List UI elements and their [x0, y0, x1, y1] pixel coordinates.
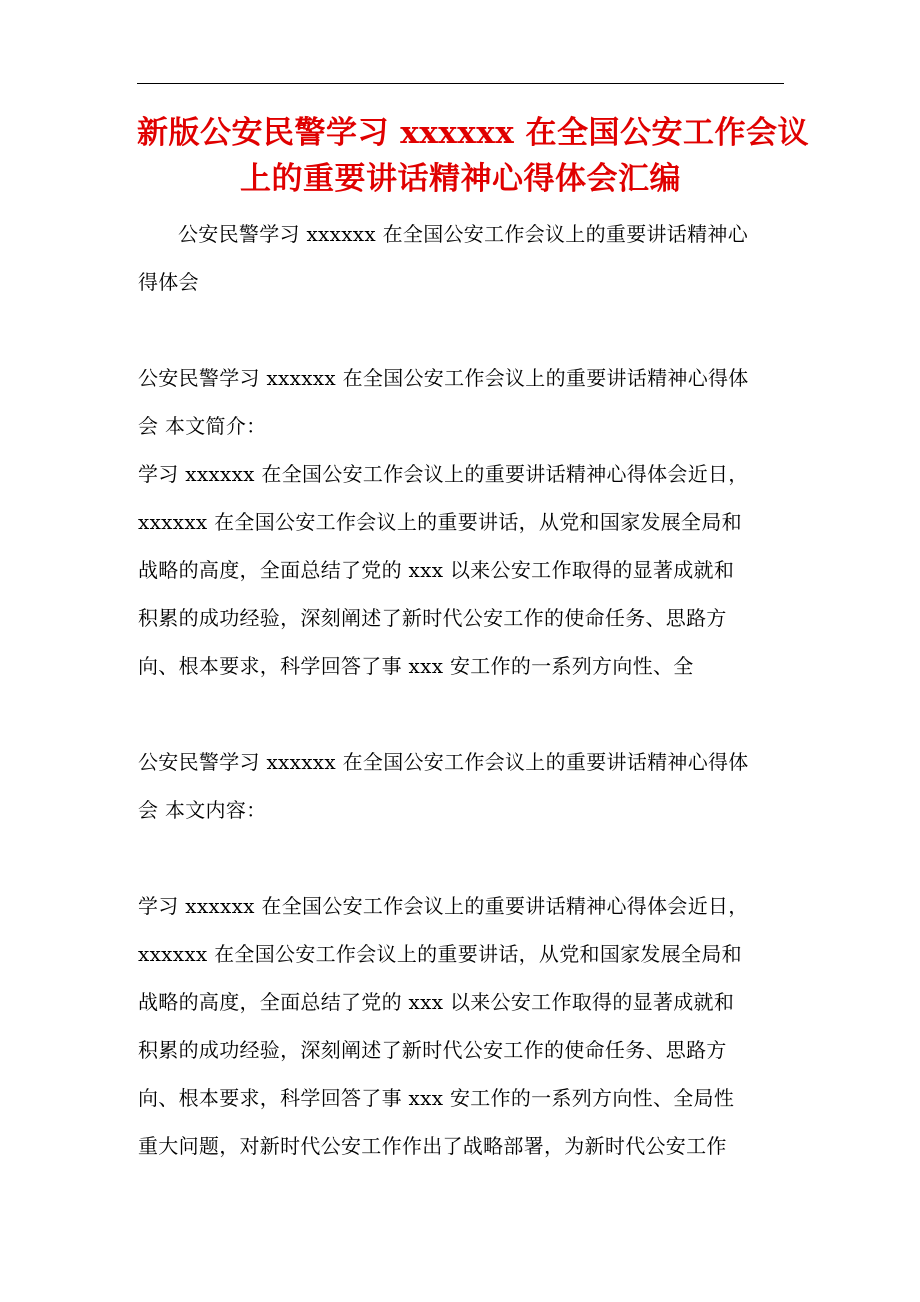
- document-title: [137, 110, 809, 202]
- paragraph-gap: [138, 690, 784, 738]
- body-line: 战略的高度，全面总结了党的 xxx 以来公安工作取得的显著成就和: [138, 990, 735, 1014]
- paragraph-gap: [138, 834, 784, 882]
- body-line: 战略的高度，全面总结了党的 xxx 以来公安工作取得的显著成就和: [138, 558, 735, 582]
- body-line: xxxxxx 在全国公安工作会议上的重要讲话，从党和国家发展全局和: [138, 510, 742, 534]
- body-line: 得体会: [138, 270, 199, 294]
- title-line: 新版公安民警学习 xxxxxx 在全国公安工作会议: [137, 115, 809, 151]
- document-body: [138, 210, 784, 1170]
- body-line: 积累的成功经验，深刻阐述了新时代公安工作的使命任务、思路方: [138, 1038, 727, 1062]
- body-line: 学习 xxxxxx 在全国公安工作会议上的重要讲话精神心得体会近日，: [138, 462, 749, 486]
- body-line: 重大问题，对新时代公安工作作出了战略部署，为新时代公安工作: [138, 1134, 727, 1158]
- body-line: 会 本文简介：: [138, 414, 267, 438]
- body-line: 学习 xxxxxx 在全国公安工作会议上的重要讲话精神心得体会近日，: [138, 894, 749, 918]
- body-line: 会 本文内容：: [138, 798, 267, 822]
- body-line: 向、根本要求，科学回答了事 xxx 安工作的一系列方向性、全: [138, 654, 694, 678]
- body-line: 公安民警学习 xxxxxx 在全国公安工作会议上的重要讲话精神心得体: [138, 750, 749, 774]
- body-line: 积累的成功经验，深刻阐述了新时代公安工作的使命任务、思路方: [138, 606, 727, 630]
- header-rule: [137, 83, 784, 84]
- paragraph-gap: [138, 306, 784, 354]
- body-line: 公安民警学习 xxxxxx 在全国公安工作会议上的重要讲话精神心得体: [138, 366, 749, 390]
- body-line: 公安民警学习 xxxxxx 在全国公安工作会议上的重要讲话精神心: [178, 222, 748, 246]
- body-line: xxxxxx 在全国公安工作会议上的重要讲话，从党和国家发展全局和: [138, 942, 742, 966]
- body-line: 向、根本要求，科学回答了事 xxx 安工作的一系列方向性、全局性: [138, 1086, 735, 1110]
- title-line: 上的重要讲话精神心得体会汇编: [240, 161, 681, 197]
